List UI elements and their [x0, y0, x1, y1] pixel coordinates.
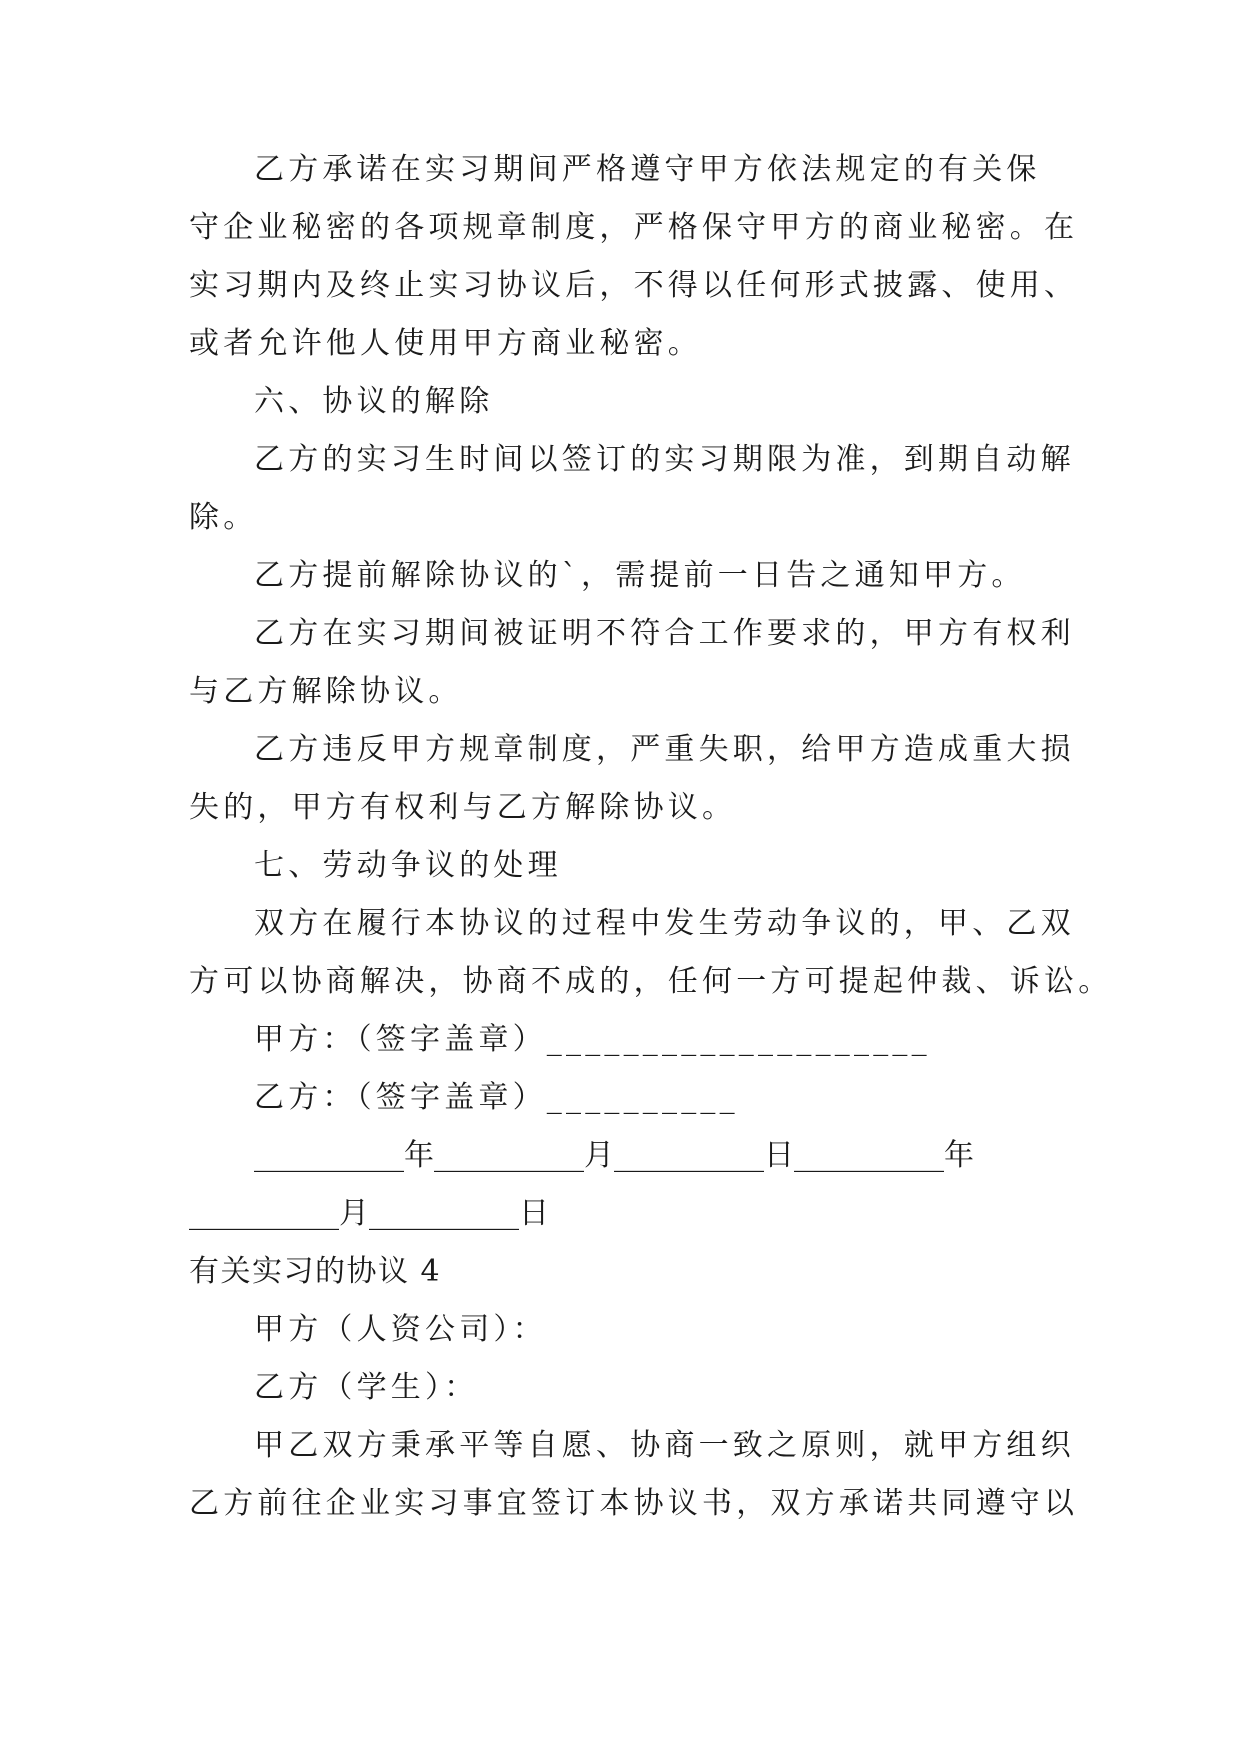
date-line-2: __________月__________日 — [189, 1196, 549, 1231]
paragraph-confidentiality-line-4: 或者允许他人使用甲方商业秘密。 — [189, 326, 702, 361]
paragraph-early-termination: 乙方提前解除协议的`，需提前一日告之通知甲方。 — [254, 558, 1026, 593]
paragraph-preamble-line-2: 乙方前往企业实习事宜签订本协议书，双方承诺共同遵守以 — [189, 1486, 1079, 1521]
agreement-title: 有关实习的协议 4 — [189, 1254, 442, 1289]
paragraph-violation-line-2: 失的，甲方有权利与乙方解除协议。 — [189, 790, 737, 825]
paragraph-term-line-1: 乙方的实习生时间以签订的实习期限为准，到期自动解 — [254, 442, 1075, 477]
paragraph-confidentiality-line-2: 守企业秘密的各项规章制度，严格保守甲方的商业秘密。在 — [189, 210, 1079, 245]
paragraph-confidentiality-line-1: 乙方承诺在实习期间严格遵守甲方依法规定的有关保 — [254, 152, 1041, 187]
paragraph-preamble-line-1: 甲乙双方秉承平等自愿、协商一致之原则，就甲方组织 — [254, 1428, 1075, 1463]
paragraph-violation-line-1: 乙方违反甲方规章制度，严重失职，给甲方造成重大损 — [254, 732, 1075, 767]
paragraph-dispute-line-2: 方可以协商解决，协商不成的，任何一方可提起仲裁、诉讼。 — [189, 964, 1113, 999]
signature-party-b: 乙方：（签字盖章）__________ — [254, 1080, 739, 1115]
paragraph-unqualified-line-2: 与乙方解除协议。 — [189, 674, 463, 709]
date-line-1: __________年__________月__________日__________年 — [254, 1138, 974, 1173]
paragraph-confidentiality-line-3: 实习期内及终止实习协议后，不得以任何形式披露、使用、 — [189, 268, 1079, 303]
section-heading-termination: 六、协议的解除 — [254, 384, 494, 419]
paragraph-unqualified-line-1: 乙方在实习期间被证明不符合工作要求的，甲方有权利 — [254, 616, 1075, 651]
party-b-label: 乙方（学生）： — [254, 1370, 479, 1405]
party-a-label: 甲方（人资公司）： — [254, 1312, 547, 1347]
signature-party-a: 甲方：（签字盖章）____________________ — [254, 1022, 931, 1057]
paragraph-term-line-2: 除。 — [189, 500, 258, 535]
section-heading-dispute: 七、劳动争议的处理 — [254, 848, 562, 883]
paragraph-dispute-line-1: 双方在履行本协议的过程中发生劳动争议的，甲、乙双 — [254, 906, 1075, 941]
